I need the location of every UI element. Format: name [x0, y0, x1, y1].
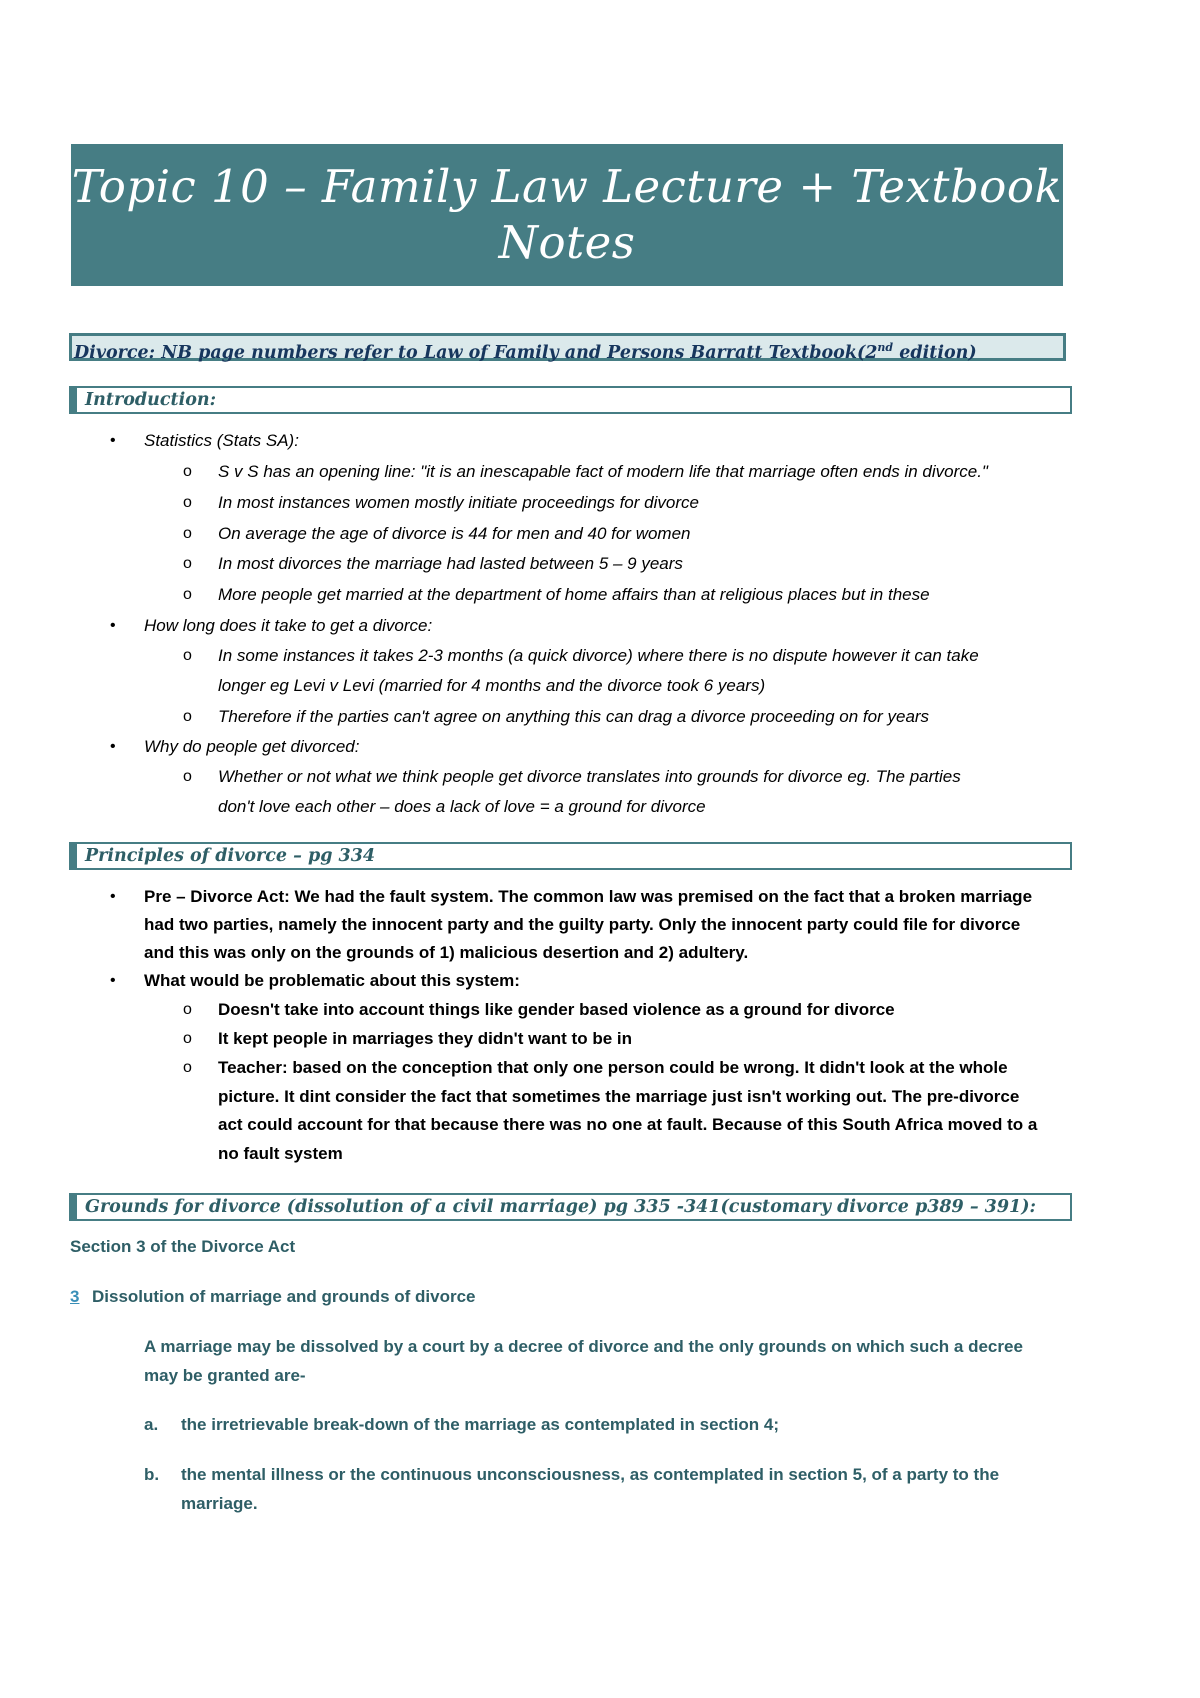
title-line-2: Notes — [498, 216, 636, 269]
intro-sub-2-1b: longer eg Levi v Levi (married for 4 months and the divorce took 6 years) — [218, 676, 766, 695]
intro-sub-1-1: S v S has an opening line: "it is an inescapable fact of modern life that marriage often ends in divorce." — [218, 462, 988, 481]
sub-bullet-icon: o — [183, 494, 192, 511]
principles-sub-2: It kept people in marriages they didn't want to be in — [218, 1029, 632, 1048]
grounds-heading: Grounds for divorce (dissolution of a civil marriage) pg 335 -341(customary divorce p389 – 391): — [69, 1193, 1072, 1221]
principles-sub-1: Doesn't take into account things like gender based violence as a ground for divorce — [218, 1000, 895, 1019]
document-title — [71, 144, 1063, 286]
title-line-1: Topic 10 – Family Law Lecture + Textbook — [71, 160, 1063, 213]
sub-bullet-icon: o — [183, 555, 192, 572]
sub-bullet-icon: o — [183, 586, 192, 603]
intro-sub-1-5: More people get married at the department of home affairs than at religious places but in these — [218, 585, 930, 604]
item-label-a: a. — [144, 1415, 159, 1434]
principles-sub-3a: Teacher: based on the conception that only one person could be wrong. It didn't look at the whole — [218, 1058, 1008, 1077]
item-b-text-2: marriage. — [181, 1494, 258, 1513]
sub-bullet-icon: o — [183, 1059, 192, 1076]
section-number-link[interactable]: 3 — [70, 1287, 80, 1306]
introduction-heading: Introduction: — [69, 386, 1072, 414]
intro-bullet-2: How long does it take to get a divorce: — [144, 616, 433, 635]
subject-text-end: edition) — [893, 342, 977, 363]
item-label-b: b. — [144, 1465, 160, 1484]
principles-bullet-1a: Pre – Divorce Act: We had the fault system. The common law was premised on the fact that a broken marriage — [144, 887, 1033, 906]
subject-superscript: nd — [877, 341, 894, 354]
bullet-icon: • — [110, 617, 116, 634]
intro-sub-2-1a: In some instances it takes 2-3 months (a quick divorce) where there is no dispute however it can take — [218, 646, 979, 665]
intro-bullet-1: Statistics (Stats SA): — [144, 431, 299, 450]
subject-banner — [69, 333, 1066, 361]
bullet-icon: • — [110, 432, 116, 449]
intro-sub-3-1b: don't love each other – does a lack of love = a ground for divorce — [218, 797, 706, 816]
section-paragraph-1: A marriage may be dissolved by a court by a decree of divorce and the only grounds on which such a decree — [144, 1337, 1023, 1356]
sub-bullet-icon: o — [183, 708, 192, 725]
principles-sub-3c: act could account for that because there was no one at fault. Because of this South Africa moved to a — [218, 1115, 1038, 1134]
intro-sub-1-4: In most divorces the marriage had lasted between 5 – 9 years — [218, 554, 683, 573]
intro-sub-1-3: On average the age of divorce is 44 for men and 40 for women — [218, 524, 691, 543]
subject-text: Divorce: NB page numbers refer to Law of Family and Persons Barratt Textbook(2 — [74, 342, 878, 363]
principles-heading: Principles of divorce – pg 334 — [69, 842, 1072, 870]
item-b-text-1: the mental illness or the continuous unconsciousness, as contemplated in section 5, of a party to the — [181, 1465, 1000, 1484]
section-reference: Section 3 of the Divorce Act — [70, 1237, 296, 1256]
principles-bullet-2: What would be problematic about this system: — [144, 971, 520, 990]
intro-sub-3-1a: Whether or not what we think people get divorce translates into grounds for divorce eg. The parties — [218, 767, 961, 786]
intro-bullet-3: Why do people get divorced: — [144, 737, 360, 756]
principles-sub-3d: no fault system — [218, 1144, 343, 1163]
section-paragraph-2: may be granted are- — [144, 1366, 306, 1385]
sub-bullet-icon: o — [183, 463, 192, 480]
item-a-text: the irretrievable break-down of the marriage as contemplated in section 4; — [181, 1415, 779, 1434]
principles-sub-3b: picture. It dint consider the fact that sometimes the marriage just isn't working out. The pre-divorce — [218, 1087, 1020, 1106]
bullet-icon: • — [110, 888, 116, 905]
sub-bullet-icon: o — [183, 1030, 192, 1047]
intro-sub-2-2: Therefore if the parties can't agree on anything this can drag a divorce proceeding on for years — [218, 707, 930, 726]
sub-bullet-icon: o — [183, 525, 192, 542]
principles-bullet-1c: and this was only on the grounds of 1) malicious desertion and 2) adultery. — [144, 943, 749, 962]
sub-bullet-icon: o — [183, 647, 192, 664]
sub-bullet-icon: o — [183, 768, 192, 785]
intro-sub-1-2: In most instances women mostly initiate proceedings for divorce — [218, 493, 699, 512]
bullet-icon: • — [110, 738, 116, 755]
section-title: Dissolution of marriage and grounds of divorce — [92, 1287, 476, 1306]
principles-bullet-1b: had two parties, namely the innocent party and the guilty party. Only the innocent party could file for divorce — [144, 915, 1021, 934]
bullet-icon: • — [110, 972, 116, 989]
sub-bullet-icon: o — [183, 1001, 192, 1018]
